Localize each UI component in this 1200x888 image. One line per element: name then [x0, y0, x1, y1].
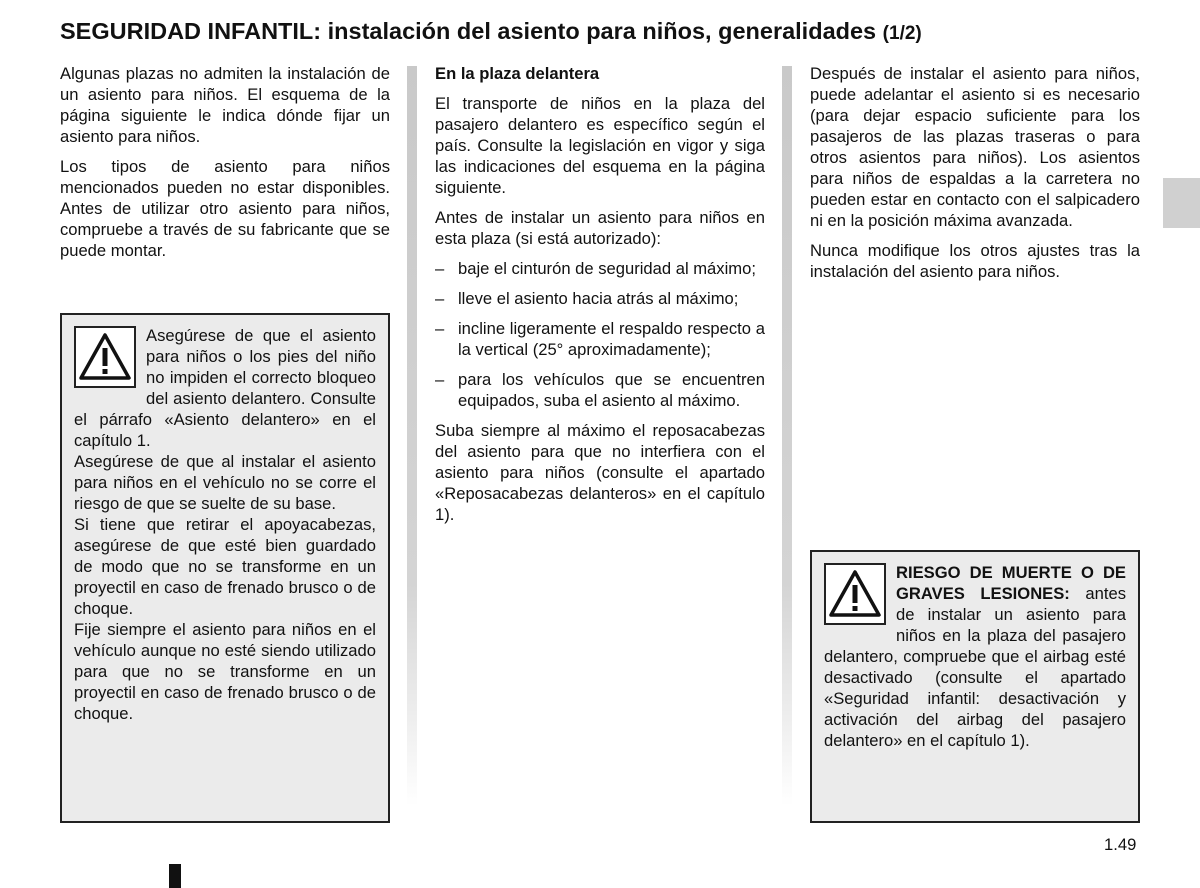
list-item-text: para los vehículos que se encuentren equipados, suba el asiento al máximo.: [458, 370, 765, 410]
paragraph: Nunca modifique los otros ajustes tras la instalación del asiento para niños.: [810, 241, 1140, 281]
warning-box-left: [60, 313, 390, 823]
page-title: [60, 18, 1160, 45]
paragraph: El transporte de niños en la plaza del pasajero delantero es específico según el país. Consulte la legislación en vigor y siga las indicaciones del esquema en la página siguiente.: [435, 94, 765, 197]
list-item: [435, 258, 765, 279]
list-item-text: baje el cinturón de seguridad al máximo;: [458, 259, 756, 278]
warning-paragraph: Si tiene que retirar el apoyacabezas, asegúrese de que esté bien guardado de modo que no se transforme en un proyectil en caso de frenado brusco o de choque.: [74, 515, 376, 618]
list-item-text: incline ligeramente el respaldo respecto a la vertical (25° aproximadamente);: [458, 319, 765, 359]
warning-paragraph: Fije siempre el asiento para niños en el vehículo aunque no esté siendo utilizado para que no se transforme en un proyectil en caso de frenado brusco o de choque.: [74, 620, 376, 723]
paragraph: Algunas plazas no admiten la instalación de un asiento para niños. El esquema de la página siguiente le indica dónde fijar un asiento para niños.: [60, 64, 390, 146]
warning-triangle-icon: [824, 563, 886, 625]
title-page-fraction: (1/2): [882, 23, 922, 44]
list-dash: –: [435, 289, 445, 308]
list-dash: –: [435, 259, 445, 278]
list-item: [435, 369, 765, 411]
list-item-text: lleve el asiento hacia atrás al máximo;: [458, 289, 739, 308]
column-separator: [407, 66, 417, 806]
paragraph: Después de instalar el asiento para niños, puede adelantar el asiento si es necesario (para dejar espacio suficiente para los pasajeros de las plazas traseras o para otros asientos para niños). Los asientos para niños de espaldas a la carretera no pueden estar en contacto con el salpicadero ni en la posición máxima avanzada.: [810, 64, 1140, 230]
list-item: [435, 288, 765, 309]
warning-triangle-icon: [74, 326, 136, 388]
instruction-list: [435, 258, 765, 411]
column-separator: [782, 66, 792, 806]
list-item: [435, 318, 765, 360]
column-middle: [435, 63, 765, 534]
chapter-tab-marker: [1163, 178, 1200, 228]
column-right: [810, 63, 1140, 291]
warning-paragraph: Asegúrese de que al instalar el asiento para niños en el vehículo no se corre el riesgo de que se suelte de su base.: [74, 452, 376, 513]
title-main: SEGURIDAD INFANTIL: instalación del asiento para niños, generalidades: [60, 18, 877, 44]
print-mark: [169, 864, 181, 888]
paragraph: Antes de instalar un asiento para niños en esta plaza (si está autorizado):: [435, 208, 765, 248]
paragraph: Suba siempre al máximo el reposacabezas del asiento para que no interfiera con el asiento para niños (consulte el apartado «Reposacabezas delanteros» en el capítulo 1).: [435, 421, 765, 524]
warning-text: antes de instalar un asiento para niños en la plaza del pasajero delantero, compruebe que el airbag esté desactivado (consulte el apartado «Seguridad infantil: desactivación y activación del airbag del pasajero delantero» en el capítulo 1).: [824, 584, 1126, 750]
page-number: 1.49: [1104, 835, 1137, 854]
section-heading: En la plaza delantera: [435, 64, 600, 83]
warning-paragraph: Asegúrese de que el asiento para niños o los pies del niño no impiden el correcto bloqueo del asiento delantero. Consulte el párrafo «Asiento delantero» en el capítulo 1.: [74, 326, 376, 450]
list-dash: –: [435, 370, 445, 389]
warning-box-right: [810, 550, 1140, 823]
paragraph: Los tipos de asiento para niños mencionados pueden no estar disponibles. Antes de utilizar otro asiento para niños, compruebe a través de su fabricante que se puede montar.: [60, 157, 390, 260]
column-left: [60, 63, 390, 270]
warning-bold-heading: RIESGO DE MUERTE O DE GRAVES LESIONES:: [896, 563, 1126, 603]
list-dash: –: [435, 319, 445, 338]
